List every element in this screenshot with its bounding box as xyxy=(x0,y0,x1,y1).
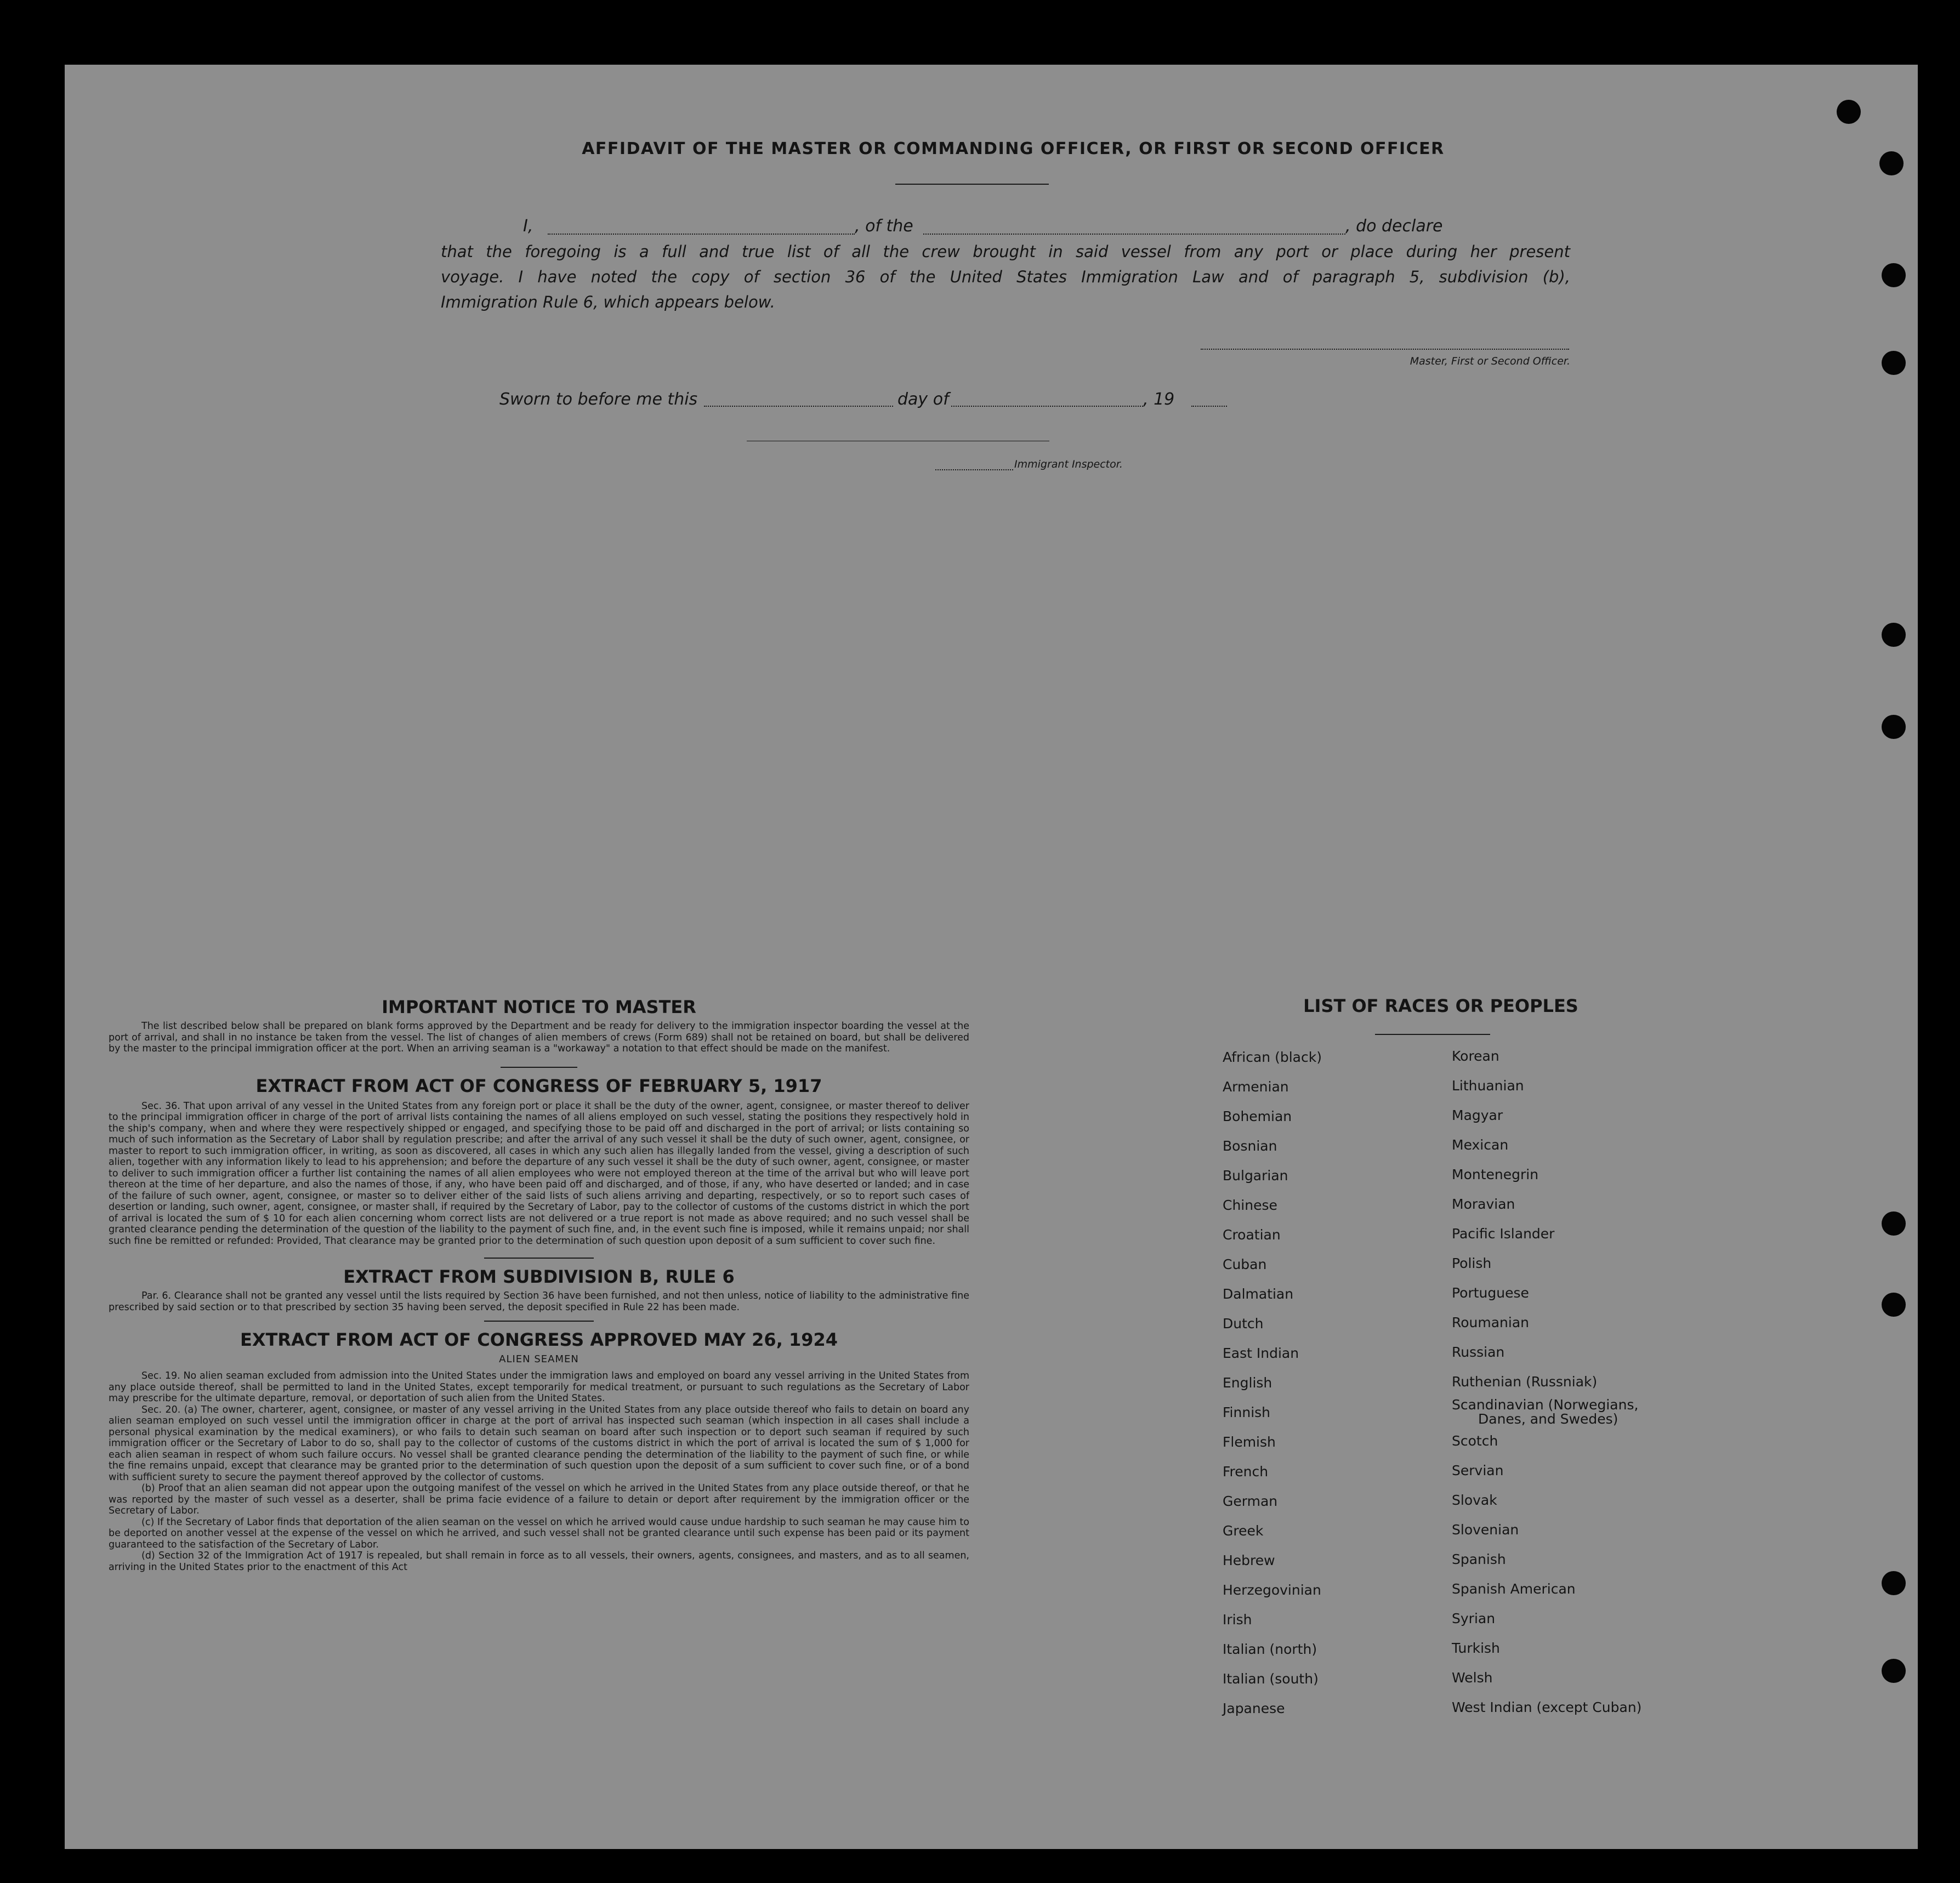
race-item: Korean xyxy=(1452,1048,1499,1064)
punch-hole xyxy=(1882,1659,1906,1683)
sec-20c: (c) If the Secretary of Labor finds that deportation of the alien seaman on the vessel on which he arrived would cause undue hardship to such seaman he may cause him to be deported on another vessel at the expense of the vessel on which he arrived, and such vessel shall not be granted clearance until such expense has been paid or its payment guaranteed to the satisfaction of the Secretary of Labor. xyxy=(109,1516,969,1550)
notice-body: The list described below shall be prepared on blank forms approved by the Department and be ready for delivery to the immigration inspector boarding the vessel at the port of arrival, and shall in no instance be taken from the vessel. The list of changes of alien members of crews (Form 689) shall not be retained on board, but shall be delivered by the master to the principal immigration officer at the port. When an arriving seaman is a "workaway" a notation to that effect should be made on the manifest. xyxy=(109,1021,969,1054)
race-item: Dalmatian xyxy=(1223,1286,1294,1302)
vessel-field[interactable] xyxy=(923,234,1345,235)
race-item: English xyxy=(1223,1375,1272,1391)
sworn-line xyxy=(499,387,1322,412)
race-item: Armenian xyxy=(1223,1079,1289,1095)
extract-1917-title: EXTRACT FROM ACT OF CONGRESS OF FEBRUARY 5, 1917 xyxy=(255,1075,822,1096)
race-item: West Indian (except Cuban) xyxy=(1452,1699,1642,1715)
punch-hole xyxy=(1882,1211,1906,1236)
extract-1924-title: EXTRACT FROM ACT OF CONGRESS APPROVED MAY 26, 1924 xyxy=(240,1329,838,1350)
year-label: , 19 xyxy=(1143,390,1175,409)
race-item: Scotch xyxy=(1452,1433,1498,1449)
section-rule xyxy=(484,1321,594,1322)
race-item: Spanish American xyxy=(1452,1581,1576,1597)
race-item: Chinese xyxy=(1223,1197,1277,1213)
inspector-dots xyxy=(935,469,1013,470)
races-title: LIST OF RACES OR PEOPLES xyxy=(1303,995,1578,1016)
race-item: Irish xyxy=(1223,1612,1252,1628)
race-item: Greek xyxy=(1223,1523,1264,1539)
declaration-line-4: Immigration Rule 6, which appears below. xyxy=(441,293,775,311)
race-item: Finnish xyxy=(1223,1404,1271,1420)
race-item: Lithuanian xyxy=(1452,1078,1524,1094)
affidavit-declaration xyxy=(441,214,1570,315)
sworn-year-field[interactable] xyxy=(1191,406,1227,407)
race-item: Magyar xyxy=(1452,1107,1503,1123)
race-item: German xyxy=(1223,1493,1278,1509)
sec-19: Sec. 19. No alien seaman excluded from admission into the United States under the immigration laws and employed on board any vessel arriving in the United States from any place outside thereof, shall be permitted to land in the United States, except temporarily for medical treatment, or pursuant to such regulations as the Secretary of Labor may prescribe for the ultimate departure, removal, or deportation of such alien from the United States. xyxy=(109,1370,969,1404)
race-item: Mexican xyxy=(1452,1137,1509,1153)
punch-hole xyxy=(1882,715,1906,739)
race-item: Croatian xyxy=(1223,1227,1281,1243)
race-item: Portuguese xyxy=(1452,1285,1529,1301)
section-rule xyxy=(484,1258,594,1259)
races-title-rule xyxy=(1375,1034,1490,1035)
extract-1924-body xyxy=(109,1370,969,1573)
punch-hole xyxy=(1882,623,1906,647)
race-item: African (black) xyxy=(1223,1049,1322,1065)
sec-20d: (d) Section 32 of the Immigration Act of 1917 is repealed, but shall remain in force as to all vessels, their owners, agents, consignees, and masters, and as to all seamen, arriving in the United States prior to the enactment of this Act xyxy=(109,1550,969,1573)
race-item: Syrian xyxy=(1452,1611,1496,1626)
race-item: Turkish xyxy=(1452,1640,1500,1656)
race-item: Bulgarian xyxy=(1223,1168,1288,1184)
race-item: Moravian xyxy=(1452,1196,1515,1212)
sec-20a: Sec. 20. (a) The owner, charterer, agent, consignee, or master of any vessel arriving in the United States from any place outside thereof who fails to detain on board any alien seaman employed on such vessel until the immigration officer in charge at the port of arrival has inspected such seaman (which inspection in all cases shall include a personal physical examination by the medical examiners), or who fails to detain such seaman on board after such inspection or to deport such seaman if required by such immigration officer or the Secretary of Labor to do so, shall pay to the collector of customs of the customs district in which the port of arrival is located the sum of $ 1,000 for each alien seaman in respect of whom such failure occurs. No vessel shall be granted clearance pending the determination of the liability to the payment of such fine, or while the fine remains unpaid, except that clearance may be granted prior to the determination of such question upon the deposit of a sum sufficient to cover such fine, or of a bond with sufficient surety to secure the payment thereof approved by the collector of customs. xyxy=(109,1404,969,1483)
race-item: Italian (north) xyxy=(1223,1641,1317,1657)
race-item: Dutch xyxy=(1223,1316,1264,1332)
race-item: Bohemian xyxy=(1223,1108,1292,1124)
race-item: Cuban xyxy=(1223,1256,1267,1272)
race-item: Hebrew xyxy=(1223,1552,1275,1568)
race-item: East Indian xyxy=(1223,1345,1299,1361)
race-item: Japanese xyxy=(1223,1700,1285,1716)
race-item: Spanish xyxy=(1452,1551,1506,1567)
notice-title: IMPORTANT NOTICE TO MASTER xyxy=(382,997,696,1017)
rule6-title: EXTRACT FROM SUBDIVISION B, RULE 6 xyxy=(343,1266,735,1287)
race-item: Ruthenian (Russniak) xyxy=(1452,1374,1598,1390)
name-field[interactable] xyxy=(548,234,855,235)
rule6-body: Par. 6. Clearance shall not be granted any vessel until the lists required by Section 36 have been furnished, and not then unless, notice of liability to the administrative fine prescribed by said section or to that prescribed by section 35 having been served, the deposit specified in Rule 22 has been made. xyxy=(109,1290,969,1313)
punch-hole xyxy=(1879,151,1904,175)
race-item: Slovak xyxy=(1452,1492,1497,1508)
section-rule xyxy=(501,1067,577,1068)
master-signature-field[interactable] xyxy=(1201,349,1569,350)
notice-column xyxy=(109,997,969,1573)
race-item: Welsh xyxy=(1452,1670,1493,1686)
decl-i: I, xyxy=(523,217,533,236)
title-rule xyxy=(895,184,1049,185)
decl-do-declare: , do declare xyxy=(1345,217,1443,236)
day-of-label: day of xyxy=(897,390,949,409)
alien-seamen-subtitle: ALIEN SEAMEN xyxy=(499,1353,579,1365)
race-item: Pacific Islander xyxy=(1452,1226,1555,1242)
punch-hole xyxy=(1837,100,1861,124)
extract-1917-body: Sec. 36. That upon arrival of any vessel in the United States from any foreign port or place it shall be the duty of the owner, agent, consignee, or master thereof to deliver to the principal immigration officer in charge of the port of arrival lists containing the names of all aliens employed on such vessel, stating the positions they respectively hold in the ship's company, when and where they were respectively shipped or engaged, and specifying those to be paid off and discharged in the port of arrival; or lists containing so much of such information as the Secretary of Labor shall by regulation prescribe; and after the arrival of any such vessel it shall be the duty of such owner, agent, consignee, or master to report to such immigration officer, in writing, as soon as discovered, all cases in which any such alien has illegally landed from the vessel, giving a description of such alien, together with any information likely to lead to his apprehension; and before the departure of any such vessel it shall be the duty of such owner, agent, consignee, or master to deliver to such immigration officer a further list containing the names of all alien employees who were not employed thereon at the time of the arrival but who will leave port thereon at the time of her departure, and also the names of those, if any, who have been paid off and discharged, and of those, if any, who have deserted or landed; and in case of the failure of such owner, agent, consignee, or master so to deliver either of the said lists of such aliens arriving and departing, respectively, or so to report such cases of desertion or landing, such owner, agent, consignee, or master shall, if required by the Secretary of Labor, pay to the collector of customs of the customs district in which the port of arrival is located the sum of $ 10 for each alien concerning whom correct lists are not delivered or a true report is not made as above required; and no such vessel shall be granted clearance pending the determination of the question of the liability to the payment of such fine, and, in the event such fine is imposed, while it remains unpaid; nor shall such fine be remitted or refunded: Provided, That clearance may be granted prior to the determination of such question upon deposit of a sum sufficient to cover such fine. xyxy=(109,1100,969,1247)
race-item: Bosnian xyxy=(1223,1138,1277,1154)
sec-20b: (b) Proof that an alien seaman did not appear upon the outgoing manifest of the vessel on which he arrived in the United States from any place outside thereof, or that he was reported by the master of such vessel as a deserter, shall be prima facie evidence of a failure to detain or deport after requirement by the immigration officer or the Secretary of Labor. xyxy=(109,1483,969,1516)
race-item: Russian xyxy=(1452,1344,1505,1360)
punch-hole xyxy=(1882,1571,1906,1595)
race-item: French xyxy=(1223,1464,1269,1480)
race-item: Slovenian xyxy=(1452,1522,1519,1538)
declaration-line-2: that the foregoing is a full and true list of all the crew brought in said vessel from any port or place during her present xyxy=(441,242,1570,261)
decl-of-the: , of the xyxy=(855,217,913,236)
sworn-label: Sworn to before me this xyxy=(499,390,698,409)
master-caption: Master, First or Second Officer. xyxy=(1410,355,1570,367)
race-item: Danes, and Swedes) xyxy=(1478,1411,1618,1427)
sworn-month-field[interactable] xyxy=(951,406,1143,407)
punch-hole xyxy=(1882,351,1906,375)
punch-hole xyxy=(1882,263,1906,287)
race-item: Italian (south) xyxy=(1223,1671,1319,1687)
declaration-line-3: voyage. I have noted the copy of section 36 of the United States Immigration Law and of paragraph 5, subdivision (b), xyxy=(441,268,1570,286)
affidavit-title: AFFIDAVIT OF THE MASTER OR COMMANDING OFFICER, OR FIRST OR SECOND OFFICER xyxy=(582,139,1445,158)
race-item: Servian xyxy=(1452,1463,1504,1478)
race-item: Roumanian xyxy=(1452,1315,1530,1330)
race-item: Polish xyxy=(1452,1255,1492,1271)
document-page xyxy=(65,65,1918,1849)
punch-hole xyxy=(1882,1293,1906,1317)
race-item: Montenegrin xyxy=(1452,1167,1539,1182)
race-item: Herzegovinian xyxy=(1223,1582,1321,1598)
inspector-caption: Immigrant Inspector. xyxy=(1014,458,1123,470)
race-item: Flemish xyxy=(1223,1434,1276,1450)
sworn-day-field[interactable] xyxy=(704,406,893,407)
race-item: Scandinavian (Norwegians, xyxy=(1452,1397,1639,1413)
